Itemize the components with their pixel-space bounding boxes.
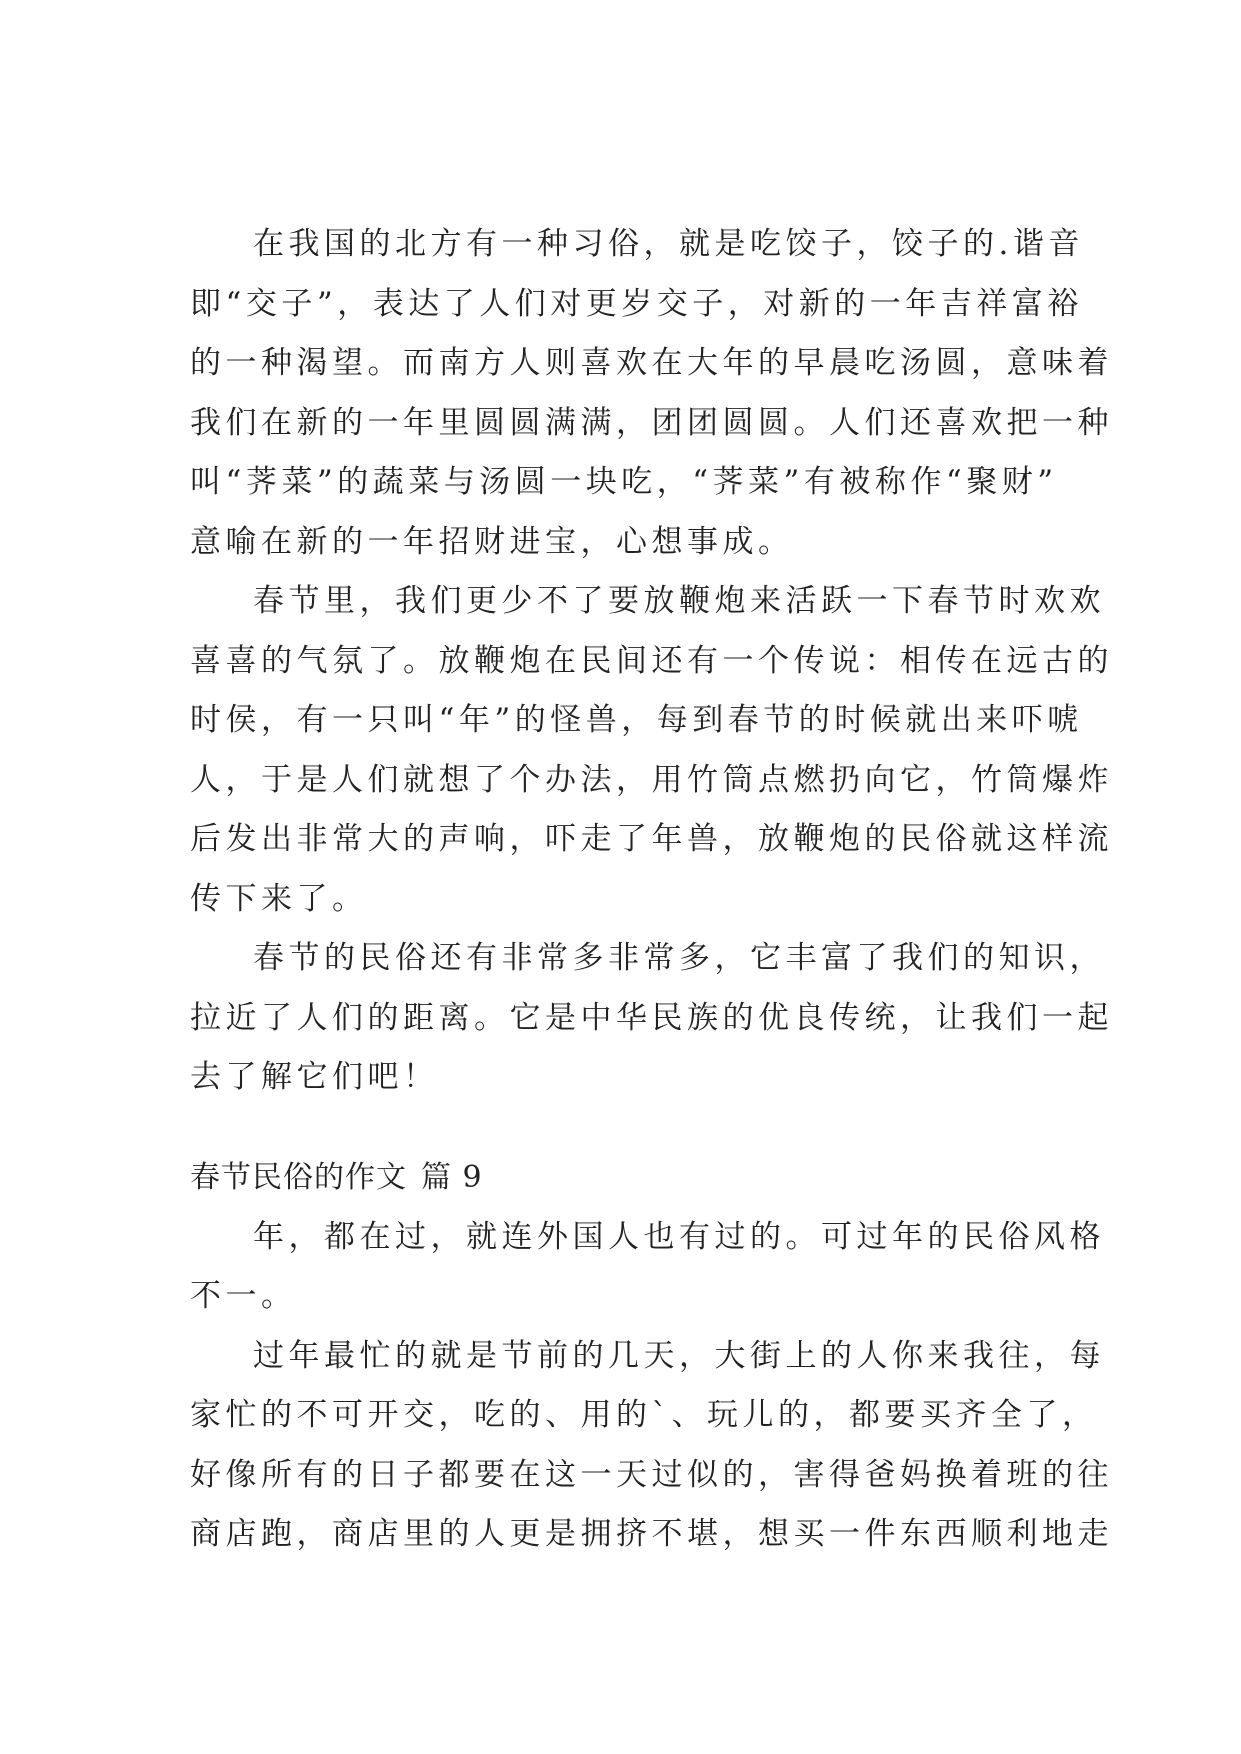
paragraph-line: 即“交子”，表达了人们对更岁交子，对新的一年吉祥富裕	[190, 285, 1083, 322]
paragraph-line: 商店跑，商店里的人更是拥挤不堪，想买一件东西顺利地走	[190, 1516, 1113, 1552]
paragraph-line: 时侯，有一只叫“年”的怪兽，每到春节的时候就出来吓唬	[190, 702, 1083, 738]
paragraph	[190, 1327, 1113, 1565]
document-body	[190, 215, 1113, 1565]
section-heading	[190, 1148, 1050, 1208]
section-heading-number: 篇 9	[421, 1159, 483, 1195]
paragraph	[190, 1208, 1105, 1327]
section-gap	[190, 1108, 1050, 1148]
paragraph-line: 拉近了人们的距离。它是中华民族的优良传统，让我们一起	[190, 999, 1113, 1036]
paragraph-line: 意喻在新的一年招财进宝，心想事成。	[190, 523, 794, 560]
paragraph-line: 后发出非常大的声响，吓走了年兽，放鞭炮的民俗就这样流	[190, 821, 1113, 857]
paragraph-line: 家忙的不可开交，吃的、用的`、玩儿的，都要买齐全了，	[190, 1397, 1098, 1433]
paragraph-line: 好像所有的日子都要在这一天过似的，害得爸妈换着班的往	[190, 1456, 1113, 1493]
paragraph-line: 过年最忙的就是节前的几天，大街上的人你来我往，每	[253, 1337, 1105, 1374]
section-heading-title: 春节民俗的作文	[190, 1159, 407, 1195]
paragraph-line: 在我国的北方有一种习俗，就是吃饺子，饺子的.谐音	[253, 226, 1084, 262]
paragraph-line: 春节的民俗还有非常多非常多，它丰富了我们的知识，	[253, 940, 1105, 976]
paragraph	[190, 572, 1113, 929]
paragraph-line: 不一。	[190, 1278, 297, 1314]
paragraph	[190, 929, 1113, 1108]
paragraph-line: 春节里，我们更少不了要放鞭炮来活跃一下春节时欢欢	[253, 583, 1105, 619]
paragraph-line: 的一种渴望。而南方人则喜欢在大年的早晨吃汤圆，意味着	[190, 345, 1113, 381]
paragraph-line: 传下来了。	[190, 880, 368, 917]
paragraph-line: 人，于是人们就想了个办法，用竹筒点燃扔向它，竹筒爆炸	[190, 761, 1113, 798]
paragraph-line: 我们在新的一年里圆圆满满，团团圆圆。人们还喜欢把一种	[190, 404, 1113, 441]
paragraph-line: 年，都在过，就连外国人也有过的。可过年的民俗风格	[253, 1218, 1105, 1255]
paragraph-line: 去了解它们吧！	[190, 1059, 439, 1095]
paragraph-line: 叫“荠菜”的蔬菜与汤圆一块吃，“荠菜”有被称作“聚财”	[190, 464, 1058, 500]
paragraph-line: 喜喜的气氛了。放鞭炮在民间还有一个传说：相传在远古的	[190, 642, 1113, 679]
paragraph	[190, 215, 1113, 572]
